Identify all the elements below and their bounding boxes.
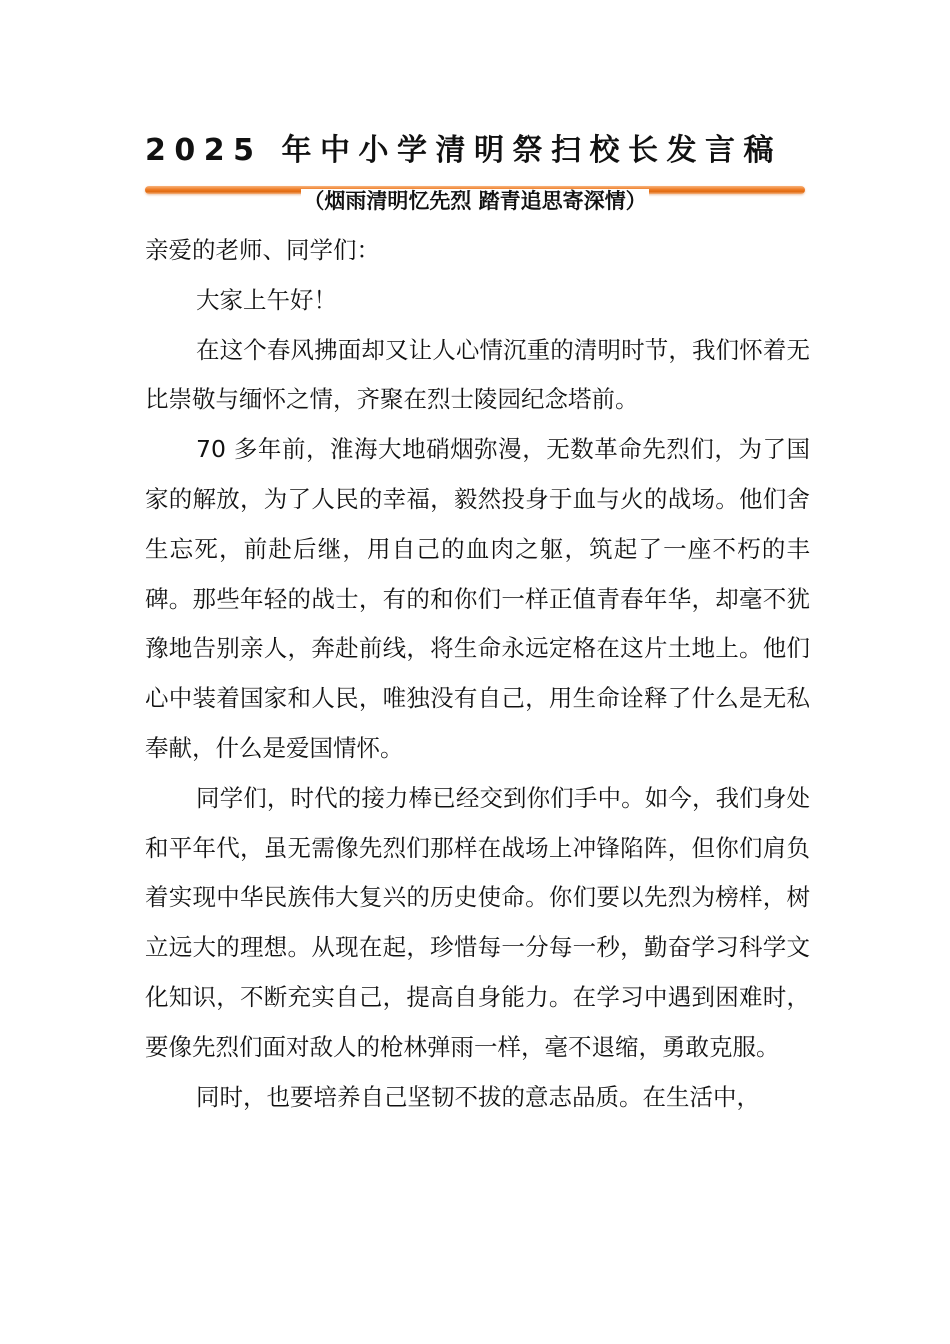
- greeting-paragraph: 大家上午好！: [196, 285, 337, 314]
- body-paragraph: 在这个春风拂面却又让人心情沉重的清明时节，我们怀着无比崇敬与缅怀之情，齐聚在烈士陵园纪念塔前。: [145, 335, 810, 414]
- salutation-paragraph: 亲爱的老师、同学们：: [145, 236, 380, 264]
- body-paragraph: 同学们，时代的接力棒已经交到你们手中。如今，我们身处和平年代，虽无需像先烈们那样在战场上冲锋陷阵，但你们肩负着实现中华民族伟大复兴的历史使命。你们要以先烈为榜样，树立远大的理想。从现在起，珍惜每一分每一秒，勤奋学习科学文化知识，不断充实自己，提高自身能力。在学习中遇到困难时，要像先烈们面对敌人的枪林弹雨一样，毫不退缩，勇敢克服。: [145, 783, 810, 1061]
- body-paragraph: 同时，也要培养自己坚韧不拔的意志品质。在生活中，: [196, 1082, 760, 1111]
- document-title: 2025 年中小学清明祭扫校长发言稿: [145, 133, 782, 168]
- body-paragraph: 70 多年前，淮海大地硝烟弥漫，无数革命先烈们，为了国家的解放，为了人民的幸福，毅然投身于血与火的战场。他们舍生忘死，前赴后继，用自己的血肉之躯，筑起了一座不朽的丰碑。那些年轻的战士，有的和你们一样正值青春年华，却毫不犹豫地告别亲人，奔赴前线，将生命永远定格在这片土地上。他们心中装着国家和人民，唯独没有自己，用生命诠释了什么是无私奉献，什么是爱国情怀。: [145, 435, 810, 762]
- document-body: [145, 226, 810, 1122]
- document-subtitle: [145, 184, 805, 218]
- subtitle-text: （烟雨清明忆先烈 踏青追思寄深情）: [303, 189, 647, 213]
